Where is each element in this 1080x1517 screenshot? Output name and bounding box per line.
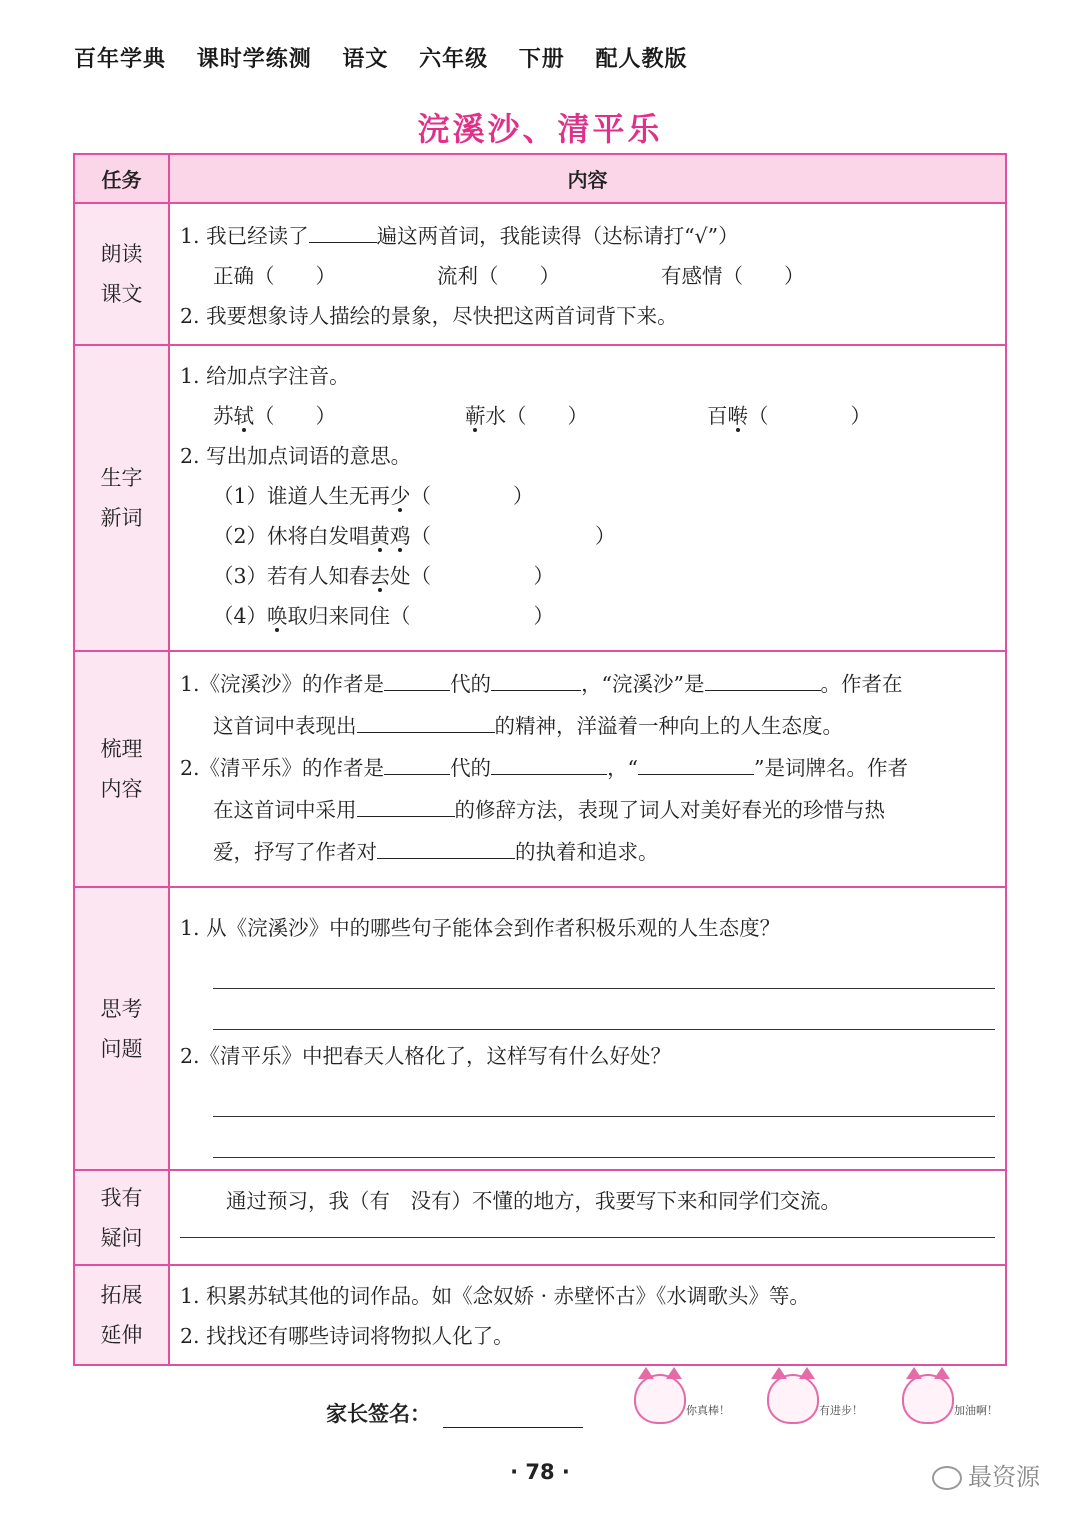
meaning-item-4[interactable]: （4）唤取归来同住（ ） bbox=[213, 604, 555, 628]
task-name-think: 思考 问题 bbox=[74, 887, 169, 1170]
header-subject: 语文 bbox=[342, 47, 389, 72]
parent-signature bbox=[326, 1398, 583, 1428]
header-grade: 六年级 bbox=[419, 47, 489, 72]
col-header-content: 内容 bbox=[169, 154, 1006, 203]
watermark: 最资源 bbox=[932, 1457, 1040, 1492]
cat-sticker-2: 有进步！ bbox=[763, 1370, 873, 1428]
blank-spirit[interactable] bbox=[357, 704, 495, 733]
task-content-question: 通过预习，我（有 没有）不懂的地方，我要写下来和同学们交流。 bbox=[169, 1170, 1006, 1265]
task-content-read: 1. 我已经读了 遍这两首词，我能读得（达标请打“√”） 正确（ ） 流利（ ） 有感情（ ） 2. 我要想象诗人描绘的景象，尽快把这两首词背下来。 bbox=[169, 203, 1006, 345]
meaning-item-3[interactable]: （3）若有人知春去处（ ） bbox=[213, 564, 555, 588]
signature-line[interactable] bbox=[443, 1403, 583, 1428]
answer-line-2b[interactable] bbox=[213, 1117, 995, 1158]
blank-dynasty-1[interactable] bbox=[384, 662, 450, 691]
pinyin-item-3[interactable]: 百啭（ ） bbox=[707, 404, 871, 428]
table-row-question bbox=[74, 1170, 1006, 1265]
header-volume: 下册 bbox=[518, 47, 565, 72]
col-header-task: 任务 bbox=[74, 154, 169, 203]
blank-dynasty-2[interactable] bbox=[384, 746, 450, 775]
blank-author-1[interactable] bbox=[491, 662, 581, 691]
table-header-row bbox=[74, 154, 1006, 203]
blank-author-2[interactable] bbox=[491, 746, 607, 775]
signature-label: 家长签名： bbox=[326, 1402, 431, 1426]
blank-cipai-2[interactable] bbox=[638, 746, 754, 775]
header-series: 百年学典 bbox=[74, 47, 167, 72]
blank-rhetoric[interactable] bbox=[357, 788, 455, 817]
table-row-sort bbox=[74, 651, 1006, 887]
cat-stickers bbox=[630, 1370, 1010, 1430]
task-name-sort: 梳理 内容 bbox=[74, 651, 169, 887]
check-emotion[interactable]: 有感情（ ） bbox=[661, 264, 805, 288]
page-number: · 78 · bbox=[510, 1460, 570, 1484]
task-table bbox=[73, 153, 1007, 1366]
table-row-extend bbox=[74, 1265, 1006, 1365]
task-content-think: 1. 从《浣溪沙》中的哪些句子能体会到作者积极乐观的人生态度？ 2.《清平乐》中把春天人格化了，这样写有什么好处？ bbox=[169, 887, 1006, 1170]
check-correct[interactable]: 正确（ ） bbox=[213, 264, 336, 288]
pinyin-item-2[interactable]: 蕲水（ ） bbox=[465, 404, 588, 428]
answer-line-1b[interactable] bbox=[213, 989, 995, 1030]
cat-face-icon bbox=[634, 1374, 686, 1424]
check-fluent[interactable]: 流利（ ） bbox=[437, 264, 560, 288]
task-content-extend: 1. 积累苏轼其他的词作品。如《念奴娇 · 赤壁怀古》《水调歌头》等。 2. 找找还有哪些诗词将物拟人化了。 bbox=[169, 1265, 1006, 1365]
blank-pursuit[interactable] bbox=[377, 830, 515, 859]
task-name-read: 朗读 课文 bbox=[74, 203, 169, 345]
meaning-item-2[interactable]: （2）休将白发唱黄鸡（ ） bbox=[213, 524, 616, 548]
task-content-words: 1. 给加点字注音。 苏轼（ ） 蕲水（ ） 百啭（ ） 2. 写出加点词语的意思。 （1）谁道人生无再少（ ） （2）休将白发唱黄鸡（ ） （3）若有人知春去处（ ） （4）唤取归来同住（ ） bbox=[169, 345, 1006, 651]
blank-cipai-1[interactable] bbox=[705, 662, 821, 691]
question-answer-line[interactable] bbox=[180, 1221, 995, 1238]
meaning-item-1[interactable]: （1）谁道人生无再少（ ） bbox=[213, 484, 534, 508]
task-content-sort: 1.《浣溪沙》的作者是 代的 ，“浣溪沙”是 。作者在 这首词中表现出 的精神，洋溢着一种向上的人生态度。 2.《清平乐》的作者是 代的 ，“ ”是词牌名。作者 在这首词中采用 的修辞方法，表现了词人对美好春光的珍惜与热 爱，抒写了作者对 的执着和追求。 bbox=[169, 651, 1006, 887]
task-name-question: 我有 疑问 bbox=[74, 1170, 169, 1265]
pinyin-item-1[interactable]: 苏轼（ ） bbox=[213, 404, 336, 428]
table-row-read bbox=[74, 203, 1006, 345]
header-book: 课时学练测 bbox=[196, 47, 312, 72]
wechat-icon bbox=[932, 1466, 962, 1490]
answer-line-2a[interactable] bbox=[213, 1076, 995, 1117]
cat-face-icon bbox=[902, 1374, 954, 1424]
table-row-think bbox=[74, 887, 1006, 1170]
task-name-words: 生字 新词 bbox=[74, 345, 169, 651]
cat-face-icon bbox=[767, 1374, 819, 1424]
cat-sticker-1: 你真棒！ bbox=[630, 1370, 740, 1428]
page-title: 浣溪沙、清平乐 bbox=[417, 110, 663, 148]
reading-count-blank[interactable] bbox=[309, 214, 377, 243]
book-header bbox=[74, 42, 709, 73]
header-edition: 配人教版 bbox=[595, 47, 688, 72]
cat-sticker-3: 加油啊！ bbox=[898, 1370, 1008, 1428]
table-row-words bbox=[74, 345, 1006, 651]
task-name-extend: 拓展 延伸 bbox=[74, 1265, 169, 1365]
answer-line-1a[interactable] bbox=[213, 948, 995, 989]
